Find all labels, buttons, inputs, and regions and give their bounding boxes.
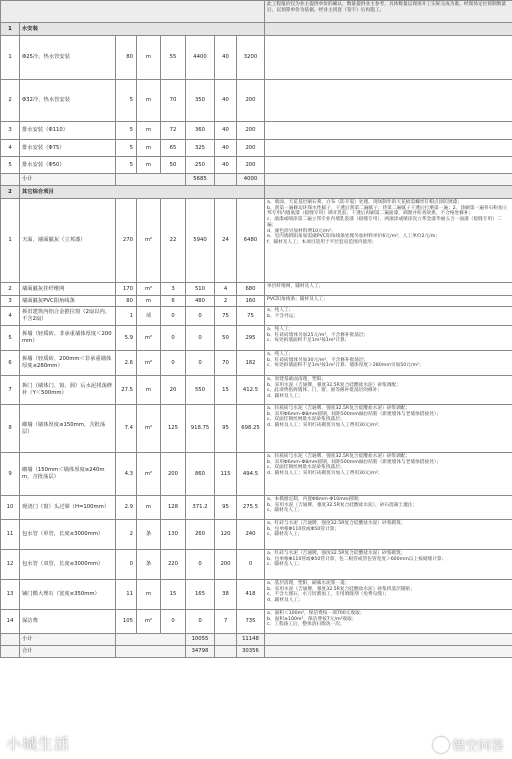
row-number: 1 — [1, 36, 20, 80]
material-total: 860 — [186, 453, 215, 496]
item-name: 排水安装（Φ50） — [20, 157, 116, 174]
section-title: 水安装 — [20, 23, 265, 36]
item-name: 墙面腻灰挂纤维网 — [20, 283, 116, 296]
table-row — [1, 351, 512, 376]
remark-line: d、辅材及人工； — [267, 598, 303, 604]
remark-line: c、不含大理石，水刀切割加工，专用填缝剂（免费勾缝）； — [267, 592, 390, 598]
material-total: 480 — [186, 296, 215, 307]
material-total: 0 — [186, 307, 215, 326]
row-number: 5 — [1, 326, 20, 351]
table-row — [1, 296, 512, 307]
total-remark — [265, 646, 512, 658]
remark-line: c、此项费指拆墙体、门、窗、洞等修补批荡层的修补； — [267, 388, 383, 394]
subtotal-material: 5685 — [186, 174, 215, 186]
section-remark — [265, 23, 512, 36]
remark-line: c、辅材及人工； — [267, 508, 303, 514]
row-number: 3 — [1, 122, 20, 140]
material-unit-price: 220 — [161, 550, 186, 580]
labor-unit-price: 200 — [215, 550, 237, 580]
material-unit-price: 0 — [161, 326, 186, 351]
material-unit-price: 72 — [161, 122, 186, 140]
labor-unit-price: 40 — [215, 122, 237, 140]
table-row — [1, 326, 512, 351]
remark-line: b、采用Φ6mm-Φ8mm圆钢，间距500mm做拉结筋（新建墙体与老墙体搭接处）； — [267, 411, 441, 417]
total-material: 34798 — [186, 646, 215, 658]
remark-line: b、面积≥100m²，保洁费按7元/m²收取； — [267, 616, 357, 622]
material-unit-price: 6 — [161, 296, 186, 307]
subtotal-blank — [1, 174, 20, 186]
labor-unit-price: 40 — [215, 157, 237, 174]
item-remarks — [265, 580, 512, 610]
material-unit-price: 200 — [161, 453, 186, 496]
material-unit-price: 65 — [161, 140, 186, 157]
material-total: 260 — [186, 520, 215, 550]
labor-unit-price: 40 — [215, 36, 237, 80]
row-number: 14 — [1, 610, 20, 634]
material-unit-price: 22 — [161, 199, 186, 283]
item-name: 拆旧建筑内铝合金推拉窗（2扇以内，不含2扇） — [20, 307, 116, 326]
remark-line: a、纯人工； — [267, 308, 294, 313]
labor-total: 418 — [237, 580, 265, 610]
item-remarks — [265, 122, 512, 140]
quantity: 5 — [116, 122, 137, 140]
remark-line: a、面积＜100m²，保洁费按一项700元收取； — [267, 611, 365, 616]
row-number: 1 — [1, 199, 20, 283]
labor-unit-price: 50 — [215, 326, 237, 351]
remark-line: 单层纤维网，辅材及人工； — [267, 284, 324, 289]
unit: m² — [137, 453, 161, 496]
material-total: 325 — [186, 140, 215, 157]
table-row — [1, 405, 512, 453]
remark-line: c、双面挂钢丝网批水泥砂浆找荡层； — [267, 465, 345, 471]
remark-line: b、采用水泥（吉通牌，强度32.5R复合硅酸盐水泥）砂浆调配； — [267, 382, 401, 388]
row-number: 5 — [1, 157, 20, 174]
table-row — [1, 496, 512, 520]
quantity: 2.6 — [116, 351, 137, 376]
subtotal-empty2 — [215, 634, 237, 646]
material-unit-price: 0 — [161, 610, 186, 634]
row-number: 2 — [1, 283, 20, 296]
quantity: 80 — [116, 296, 137, 307]
remark-line: b、包单根Φ110管或Φ50管计算； — [267, 526, 340, 532]
item-name: 天面、墙面腻灰（立邦漆） — [20, 199, 116, 283]
remark-line: a、纯人工； — [267, 327, 294, 332]
wukong-logo-icon — [433, 737, 449, 753]
remark-line: c、每处拆墙面积不足1m²按1m²计算； — [267, 338, 350, 344]
item-name: 铺门槛大理石（宽度≤350mm） — [20, 580, 116, 610]
item-remarks — [265, 36, 512, 80]
quantity: 5 — [116, 157, 137, 174]
labor-total: 494.5 — [237, 453, 265, 496]
unit: 条 — [137, 520, 161, 550]
section-number: 1 — [1, 23, 20, 36]
row-number: 2 — [1, 80, 20, 122]
unit: m — [137, 80, 161, 122]
remark-line: a、纯人工； — [267, 352, 294, 357]
remark-line: a、轻质砖与水泥（吉通牌，强度32.5R复合硅酸盐水泥）砂浆调配； — [267, 406, 411, 411]
table-row — [1, 122, 512, 140]
item-remarks — [265, 520, 512, 550]
unit: m — [137, 580, 161, 610]
item-name: Φ25冷、热水管安装 — [20, 36, 116, 80]
total-blank — [1, 646, 20, 658]
row-number: 12 — [1, 550, 20, 580]
material-unit-price: 0 — [161, 351, 186, 376]
row-number: 13 — [1, 580, 20, 610]
material-unit-price: 125 — [161, 405, 186, 453]
remark-line: d、辅材及人工；采用红砖砌筑另加人工费用30元/m²； — [267, 471, 383, 477]
watermark-right — [433, 735, 504, 754]
material-total: 371.2 — [186, 496, 215, 520]
labor-total: 200 — [237, 157, 265, 174]
remark-line: c、工程竣工后，整体清扫擦洗一次； — [267, 622, 345, 628]
table-row — [1, 520, 512, 550]
table-row — [1, 36, 512, 80]
labor-total: 6480 — [237, 199, 265, 283]
labor-unit-price: 95 — [215, 496, 237, 520]
labor-unit-price: 4 — [215, 283, 237, 296]
remark-line: b、包单根Φ110管或Φ50管计算，包二根管或管包管宽度＞600mm以上按砌墙计算； — [267, 556, 447, 562]
quantity: 7.4 — [116, 405, 137, 453]
remark-line: b、采用水泥（吉通牌，强度32.5R复合硅酸盐水泥）砂浆找基层铺贴； — [267, 586, 415, 592]
unit: 条 — [137, 550, 161, 580]
section-title: 其它综合项目 — [20, 186, 265, 199]
item-name: 砌墙（150mm＜墙体厚度≤240mm，含批荡层） — [20, 453, 116, 496]
subtotal-empty — [116, 634, 186, 646]
remark-line: c、每处拆墙面积不足1m²按1m²计算；墙体厚度＞280mm另加50元/m²； — [267, 363, 424, 369]
material-total: 250 — [186, 157, 215, 174]
material-unit-price: 20 — [161, 376, 186, 405]
unit: m² — [137, 405, 161, 453]
labor-unit-price: 24 — [215, 199, 237, 283]
row-number: 9 — [1, 453, 20, 496]
labor-unit-price: 120 — [215, 520, 237, 550]
remark-line: c、辅材及人工； — [267, 562, 303, 568]
material-total: 918.75 — [186, 405, 215, 453]
remark-line: a、基层清理，塑阳，刷素水泥浆一道； — [267, 581, 350, 586]
subtotal-label: 小计 — [20, 174, 116, 186]
remark-line: a、红砖与水泥（吉通牌，强度32.5R复合硅酸盐水泥）砂浆砌筑； — [267, 521, 406, 526]
remark-line: b、不含外运； — [267, 313, 299, 319]
intro-row — [1, 1, 512, 23]
total-empty2 — [215, 646, 237, 658]
watermark-right-text: 悟空问答 — [451, 739, 504, 754]
quantity: 5 — [116, 140, 137, 157]
unit: m² — [137, 283, 161, 296]
item-remarks — [265, 199, 512, 283]
remark-line: b、红砖砖墙体另加30元/m²，不含修补批荡层； — [267, 357, 369, 363]
subtotal-labor: 4000 — [237, 174, 265, 186]
table-row — [1, 376, 512, 405]
unit: m² — [137, 199, 161, 283]
material-unit-price: 15 — [161, 580, 186, 610]
subtotal-remark — [265, 174, 512, 186]
remark-line: a、原建基础面清理，塑阳； — [267, 377, 327, 382]
table-row — [1, 453, 512, 496]
remark-line: a、红砖与水泥（吉通牌，强度32.5R复合硅酸盐水泥）砂浆砌筑； — [267, 551, 406, 556]
labor-total: 275.5 — [237, 496, 265, 520]
item-name: Φ32冷、热水管安装 — [20, 80, 116, 122]
item-remarks — [265, 496, 512, 520]
row-number: 4 — [1, 307, 20, 326]
labor-unit-price: 2 — [215, 296, 237, 307]
material-total: 0 — [186, 351, 215, 376]
material-total: 360 — [186, 122, 215, 140]
material-total: 510 — [186, 283, 215, 296]
labor-unit-price: 7 — [215, 610, 237, 634]
quantity: 5 — [116, 80, 137, 122]
subtotal-empty2 — [215, 174, 237, 186]
unit: m² — [137, 610, 161, 634]
item-remarks — [265, 157, 512, 174]
section-number: 2 — [1, 186, 20, 199]
labor-unit-price: 95 — [215, 405, 237, 453]
item-remarks — [265, 140, 512, 157]
labor-total: 160 — [237, 296, 265, 307]
labor-total: 3200 — [237, 36, 265, 80]
item-name: 拆墙（轻质砖、非承重墙体厚度＜200mm） — [20, 326, 116, 351]
item-remarks — [265, 80, 512, 122]
row-number: 7 — [1, 376, 20, 405]
labor-unit-price: 15 — [215, 376, 237, 405]
table-row — [1, 610, 512, 634]
quantity: 5.9 — [116, 326, 137, 351]
subtotal-labor: 11148 — [237, 634, 265, 646]
labor-total: 200 — [237, 122, 265, 140]
remark-line: d、辅材及人工；采用红砖砌筑另加人工费用30元/m²； — [267, 423, 383, 429]
subtotal-empty — [116, 174, 186, 186]
item-remarks — [265, 376, 512, 405]
labor-total: 295 — [237, 326, 265, 351]
watermark-left: 小城生活 — [6, 735, 71, 753]
material-unit-price: 0 — [161, 307, 186, 326]
material-unit-price: 70 — [161, 80, 186, 122]
labor-total: 412.5 — [237, 376, 265, 405]
remark-line: c、滚漆或喷涂第二遍立邦专业内墙乳胶漆（稳缝专用），两滚涂或喷涂次立邦金漆华丽五合一面漆（稳缝专用）二遍； — [267, 217, 502, 228]
material-total: 4400 — [186, 36, 215, 80]
remark-line: PVC阳角线条；辅材及人工； — [267, 297, 328, 302]
quantity: 170 — [116, 283, 137, 296]
unit: m² — [137, 351, 161, 376]
remark-line: e、室内墙阴阳角加需做PVC阳角线条处理另加材料单价6元/m²，人工单价2元/m； — [267, 234, 440, 240]
labor-total: 200 — [237, 80, 265, 122]
quantity: 1 — [116, 307, 137, 326]
subtotal-material: 10055 — [186, 634, 215, 646]
item-remarks — [265, 283, 512, 296]
unit: m — [137, 376, 161, 405]
material-total: 5940 — [186, 199, 215, 283]
quantity: 11 — [116, 580, 137, 610]
item-remarks — [265, 351, 512, 376]
unit: m — [137, 496, 161, 520]
item-name: 排水安装（Φ110） — [20, 122, 116, 140]
intro-note: 此工程报价仅为业主提供单价的确认，数量提供业主参考，具体数量以现场开工实际完成为准。经现场定位预制数量后，以预算单价为依据，经业主同意（签字）后再施工。 — [265, 1, 512, 23]
table-row — [1, 80, 512, 122]
item-remarks — [265, 610, 512, 634]
remark-line: b、采用Φ6mm-Φ8mm圆钢，间距500mm做拉结筋（新建墙体与老墙体搭接处）； — [267, 459, 441, 465]
labor-total: 680 — [237, 283, 265, 296]
remark-line: a、本模板定制，内置Φ8mm-Φ10mm圆钢； — [267, 497, 363, 502]
subtotal-row — [1, 634, 512, 646]
material-unit-price: 50 — [161, 157, 186, 174]
total-labor: 30356 — [237, 646, 265, 658]
item-name: 拆墙（轻质砖、200mm＜非承重墙体厚度≤280mm） — [20, 351, 116, 376]
quantity: 105 — [116, 610, 137, 634]
total-label: 合计 — [20, 646, 116, 658]
row-number: 11 — [1, 520, 20, 550]
subtotal-label: 小计 — [20, 634, 116, 646]
remark-line: f、辅材及人工；本项目适用于平层套房范围内使用； — [267, 240, 377, 246]
item-name: 墙面腻灰PVC阳角线条 — [20, 296, 116, 307]
subtotal-row — [1, 174, 512, 186]
row-number: 8 — [1, 405, 20, 453]
quantity: 27.5 — [116, 376, 137, 405]
unit: 项 — [137, 307, 161, 326]
labor-unit-price: 115 — [215, 453, 237, 496]
labor-total: 200 — [237, 140, 265, 157]
remark-line: a、轻质砖与水泥（吉通牌，强度32.5R复合硅酸盐水泥）砂浆调配； — [267, 454, 411, 459]
item-name: 包水管（单管，长度≤3000mm） — [20, 520, 116, 550]
item-remarks — [265, 550, 512, 580]
material-unit-price: 55 — [161, 36, 186, 80]
subtotal-remark — [265, 634, 512, 646]
table-row — [1, 307, 512, 326]
material-unit-price: 130 — [161, 520, 186, 550]
table-row — [1, 157, 512, 174]
item-remarks — [265, 453, 512, 496]
labor-unit-price: 38 — [215, 580, 237, 610]
unit: m² — [137, 326, 161, 351]
row-number: 4 — [1, 140, 20, 157]
labor-unit-price: 40 — [215, 140, 237, 157]
quantity: 270 — [116, 199, 137, 283]
material-total: 350 — [186, 80, 215, 122]
intro-blank — [1, 1, 265, 23]
item-name: 排水安装（Φ75） — [20, 140, 116, 157]
quantity: 2.9 — [116, 496, 137, 520]
item-name: 包水管（双管，长度≤3000mm） — [20, 550, 116, 580]
item-name: 砌墙（墙体厚度≤150mm，含批荡层） — [20, 405, 116, 453]
remark-line: c、辅材及人工； — [267, 532, 303, 538]
row-number: 3 — [1, 296, 20, 307]
section-remark — [265, 186, 512, 199]
unit: m — [137, 296, 161, 307]
section-header — [1, 186, 512, 199]
item-remarks — [265, 326, 512, 351]
unit: m — [137, 36, 161, 80]
remark-line: b、采用水泥（吉通牌，强度32.5R复合硅酸盐水泥），砂石混凝土灌注； — [267, 502, 418, 508]
material-unit-price: 3 — [161, 283, 186, 296]
labor-total: 75 — [237, 307, 265, 326]
material-total: 0 — [186, 610, 215, 634]
labor-total: 735 — [237, 610, 265, 634]
labor-total: 182 — [237, 351, 265, 376]
material-total: 0 — [186, 550, 215, 580]
quantity: 0 — [116, 550, 137, 580]
remark-line: b、红砖砖墙体另加25元/m²，不含修补批荡层； — [267, 332, 369, 338]
material-total: 165 — [186, 580, 215, 610]
subtotal-blank — [1, 634, 20, 646]
section-header — [1, 23, 512, 36]
total-row — [1, 646, 512, 658]
labor-total: 698.25 — [237, 405, 265, 453]
remark-line: a、墙面、天花基层刷石膏、白布（防开裂）处理，现场制作的天花板需螺丝钉帽点涂防锈漆； — [267, 200, 463, 205]
labor-unit-price: 40 — [215, 80, 237, 122]
labor-total: 0 — [237, 550, 265, 580]
remark-line: d、颜色涂另加材料费10元/m²； — [267, 228, 336, 234]
row-number: 10 — [1, 496, 20, 520]
total-empty — [116, 646, 186, 658]
table-row — [1, 199, 512, 283]
remark-line: d、辅材及人工； — [267, 394, 303, 400]
material-total: 0 — [186, 326, 215, 351]
item-name: 保洁费 — [20, 610, 116, 634]
labor-total: 240 — [237, 520, 265, 550]
unit: m — [137, 140, 161, 157]
unit: m — [137, 122, 161, 140]
unit: m — [137, 157, 161, 174]
remark-line: c、双面挂钢丝网批水泥砂浆找荡层； — [267, 417, 345, 423]
material-total: 550 — [186, 376, 215, 405]
item-name: 现浇门（窗）头过梁（H=100mm） — [20, 496, 116, 520]
item-remarks — [265, 405, 512, 453]
remark-line: b、刮第一遍修边环保水性腻子，干透后刮第二遍腻子；待第二遍腻子干透后打磨第一遍；2、涂刷第一遍骨石粉加立邦专用内墙底漆（稳缝专用）调开乳胶，干透后再刷第二遍面漆，调理并检查效果，不合格处修补； — [267, 205, 508, 217]
table-row — [1, 140, 512, 157]
table-row — [1, 550, 512, 580]
quantity: 4.3 — [116, 453, 137, 496]
item-remarks — [265, 296, 512, 307]
quantity: 80 — [116, 36, 137, 80]
labor-unit-price: 75 — [215, 307, 237, 326]
material-unit-price: 128 — [161, 496, 186, 520]
item-remarks — [265, 307, 512, 326]
quantity: 2 — [116, 520, 137, 550]
table-row — [1, 580, 512, 610]
row-number: 6 — [1, 351, 20, 376]
item-name: 拆门（墙体门、窗、洞）后水泥找荡修补（Y＜500mm） — [20, 376, 116, 405]
labor-unit-price: 70 — [215, 351, 237, 376]
table-row — [1, 283, 512, 296]
